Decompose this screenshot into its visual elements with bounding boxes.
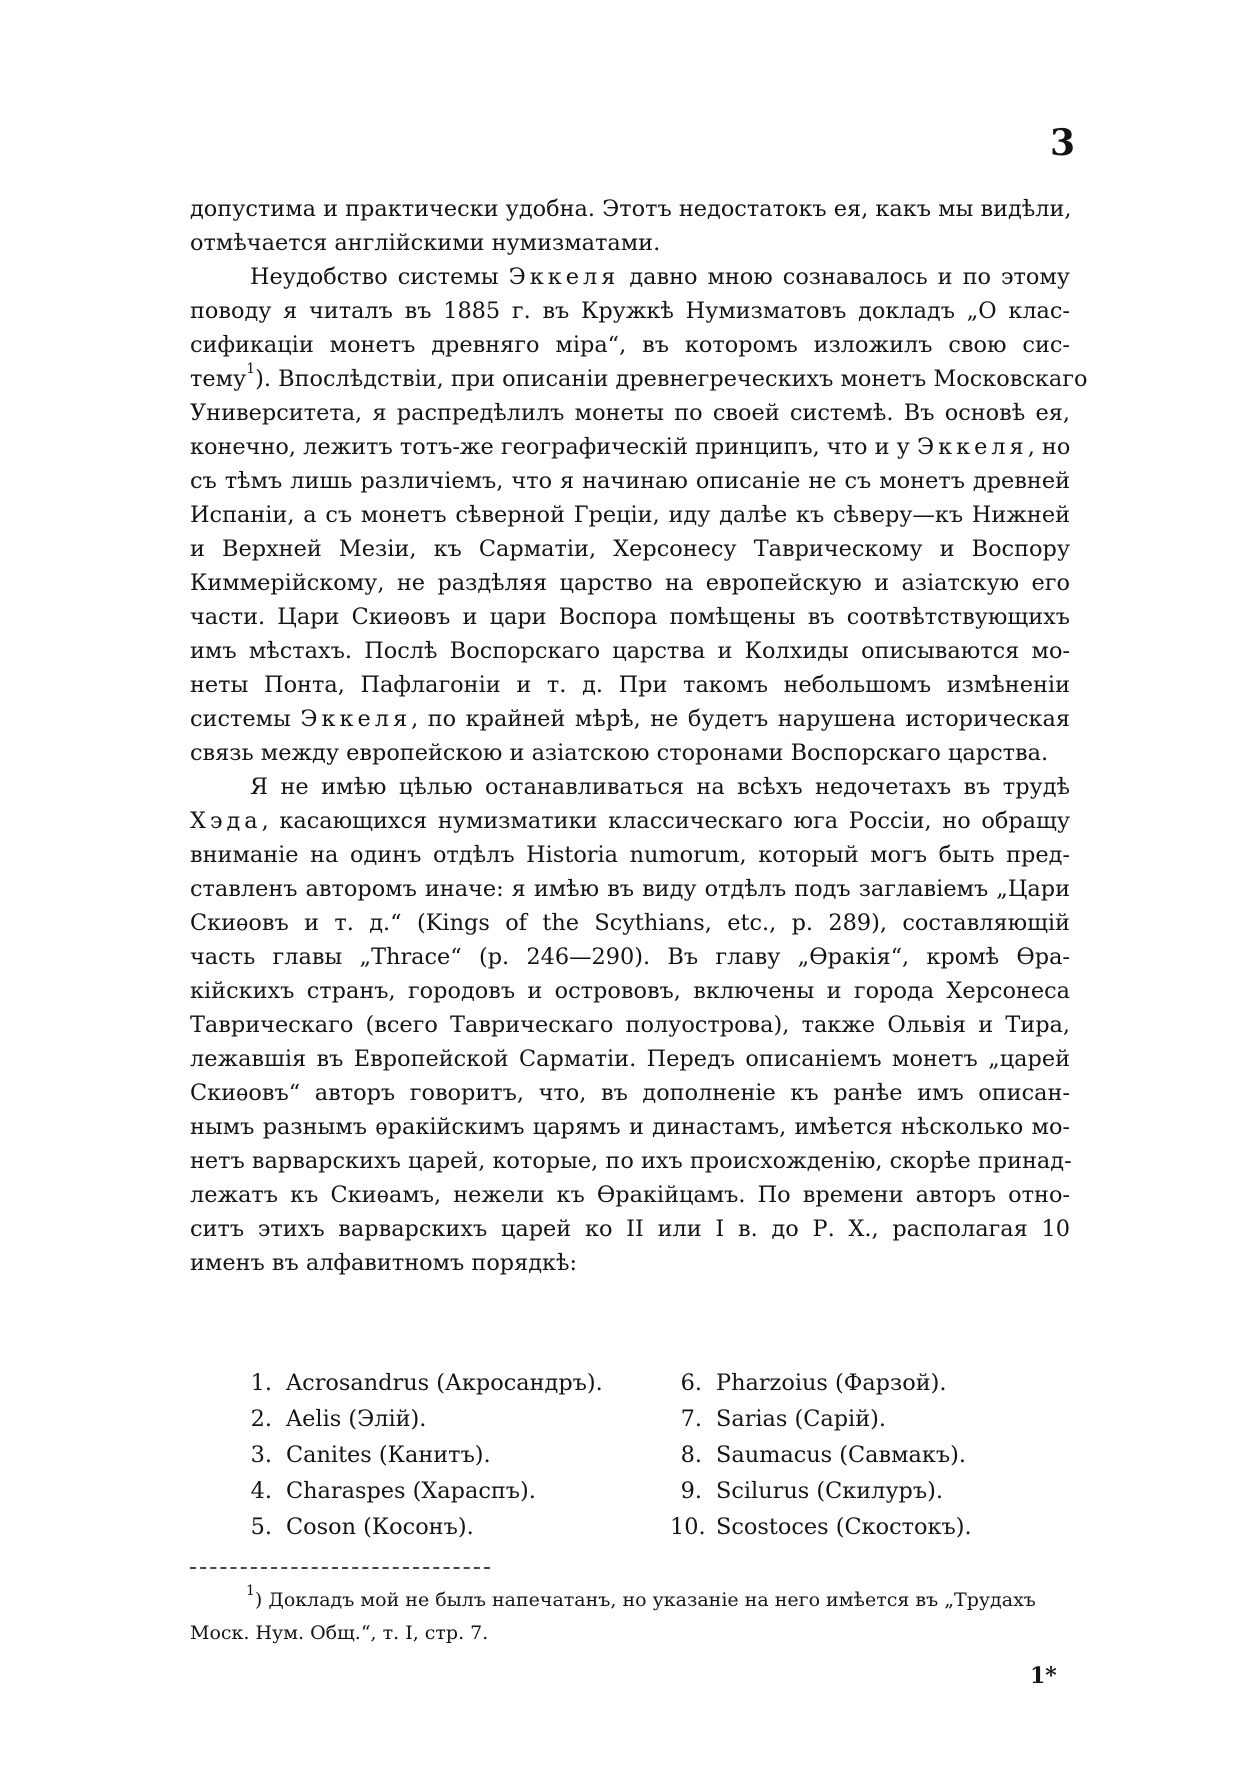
list-item: 7. Sarias (Сарій). [680,1406,886,1432]
list-item: 2. Aelis (Элій). [250,1406,427,1432]
text-line: лежатъ къ Скиѳамъ, нежели къ Ѳракійцамъ. По времени авторъ отно- [190,1182,1070,1208]
list-item: 6. Pharzoius (Фарзой). [680,1370,947,1396]
text-line: съ тѣмъ лишь различіемъ, что я начинаю описаніе не съ монетъ древней [190,468,1070,494]
author-name-eckhel: Эккеля [508,264,620,290]
page-number: 3 [1050,122,1076,164]
footnote [190,1584,1070,1650]
text-line: и Верхней Мезіи, къ Сарматіи, Херсонесу Таврическому и Воспору [190,536,1070,562]
text-line: Я не имѣю цѣлью останавливаться на всѣхъ недочетахъ въ трудѣ [250,774,1070,800]
text-line: сификаціи монетъ древняго міра“, въ которомъ изложилъ свою сис- [190,332,1070,358]
text-line: конечно, лежитъ тотъ-же географическій принципъ, что и у Эккеля, но [190,434,1071,460]
list-item: 3. Canites (Канитъ). [250,1442,491,1468]
text-line: кійскихъ странъ, городовъ и острововъ, включены и города Херсонеса [190,978,1070,1004]
footnote-line: $^1$) Докладъ мой не былъ напечатанъ, но указаніе на него имѣется въ „Трудахъ [246,1583,1036,1611]
signature-mark: 1* [1030,1663,1057,1689]
list-item: 4. Charaspes (Хараспъ). [250,1478,536,1504]
text-line: системы Эккеля, по крайней мѣрѣ, не будетъ нарушена историческая [190,706,1070,732]
list-item: 8. Saumacus (Савмакъ). [680,1442,966,1468]
main-text [190,192,1088,1280]
list-item: 5. Coson (Косонъ). [250,1514,474,1540]
footnote-line: Моск. Нум. Общ.“, т. I, стр. 7. [190,1622,489,1644]
text-line: тему$^1$). Впослѣдствіи, при описаніи древнегреческихъ монетъ Московскаго [190,361,1088,392]
text-line: Скиѳовъ и т. д.“ (Kings of the Scythians, etc., p. 289), составляющій [190,910,1070,936]
text-line: связь между европейскою и азіатскою сторонами Воспорскаго царства. [190,740,1049,766]
text-line: именъ въ алфавитномъ порядкѣ: [190,1250,578,1276]
text-line: ситъ этихъ варварскихъ царей ко II или I в. до Р. Х., располагая 10 [190,1216,1070,1242]
text-line: Хэда, касающихся нумизматики классическаго юга Россіи, но обращу [190,808,1070,834]
text-line: Таврическаго (всего Таврическаго полуострова), также Ольвія и Тира, [190,1012,1070,1038]
text-line: части. Цари Скиѳовъ и цари Воспора помѣщены въ соотвѣтствующихъ [190,604,1070,630]
text-line: Киммерійскому, не раздѣляя царство на европейскую и азіатскую его [190,570,1070,596]
footnote-divider [190,1567,490,1569]
text-line: вниманіе на одинъ отдѣлъ Historia numorum, который могъ быть пред- [190,842,1070,868]
text-line: поводу я читалъ въ 1885 г. въ Кружкѣ Нумизматовъ докладъ „О клас- [190,298,1070,324]
author-name-eckhel: Эккеля [300,706,412,732]
text-line: часть главы „Thrace“ (p. 246—290). Въ главу „Ѳракія“, кромѣ Ѳра- [190,944,1070,970]
text-line: лежавшія въ Европейской Сарматіи. Передъ описаніемъ монетъ „царей [190,1046,1070,1072]
author-name-head: Хэда [190,808,262,834]
footnote-reference: 1 [246,361,256,377]
text-line: нетъ варварскихъ царей, которые, по ихъ происхожденію, скорѣе принад- [190,1148,1072,1174]
text-line: Скиѳовъ“ авторъ говоритъ, что, въ дополненіе къ ранѣе имъ описан- [190,1080,1070,1106]
text-line: ставленъ авторомъ иначе: я имѣю въ виду отдѣлъ подъ заглавіемъ „Цари [190,876,1070,902]
text-line: нымъ разнымъ ѳракійскимъ царямъ и династамъ, имѣется нѣсколько мо- [190,1114,1070,1140]
list-item: 9. Scilurus (Скилуръ). [680,1478,943,1504]
text-line: Испаніи, а съ монетъ сѣверной Греціи, иду далѣе къ сѣверу—къ Нижней [190,502,1070,528]
text-line: неты Понта, Пафлагоніи и т. д. При такомъ небольшомъ измѣненіи [190,672,1070,698]
author-name-eckhel: Эккеля [916,434,1028,460]
text-line: Университета, я распредѣлилъ монеты по своей системѣ. Въ основѣ ея, [190,400,1070,426]
list-item: 10. Scostoces (Скостокъ). [670,1514,972,1540]
list-item: 1. Acrosandrus (Акросандръ). [250,1370,603,1396]
text-line: имъ мѣстахъ. Послѣ Воспорскаго царства и Колхиды описываются мо- [190,638,1070,664]
footnote-mark: 1 [246,1583,255,1599]
text-line: Неудобство системы Эккеля давно мною сознавалось и по этому [250,264,1070,290]
text-line: допустима и практически удобна. Этотъ недостатокъ ея, какъ мы видѣли, [190,196,1072,222]
text-line: отмѣчается англійскими нумизматами. [190,230,661,256]
